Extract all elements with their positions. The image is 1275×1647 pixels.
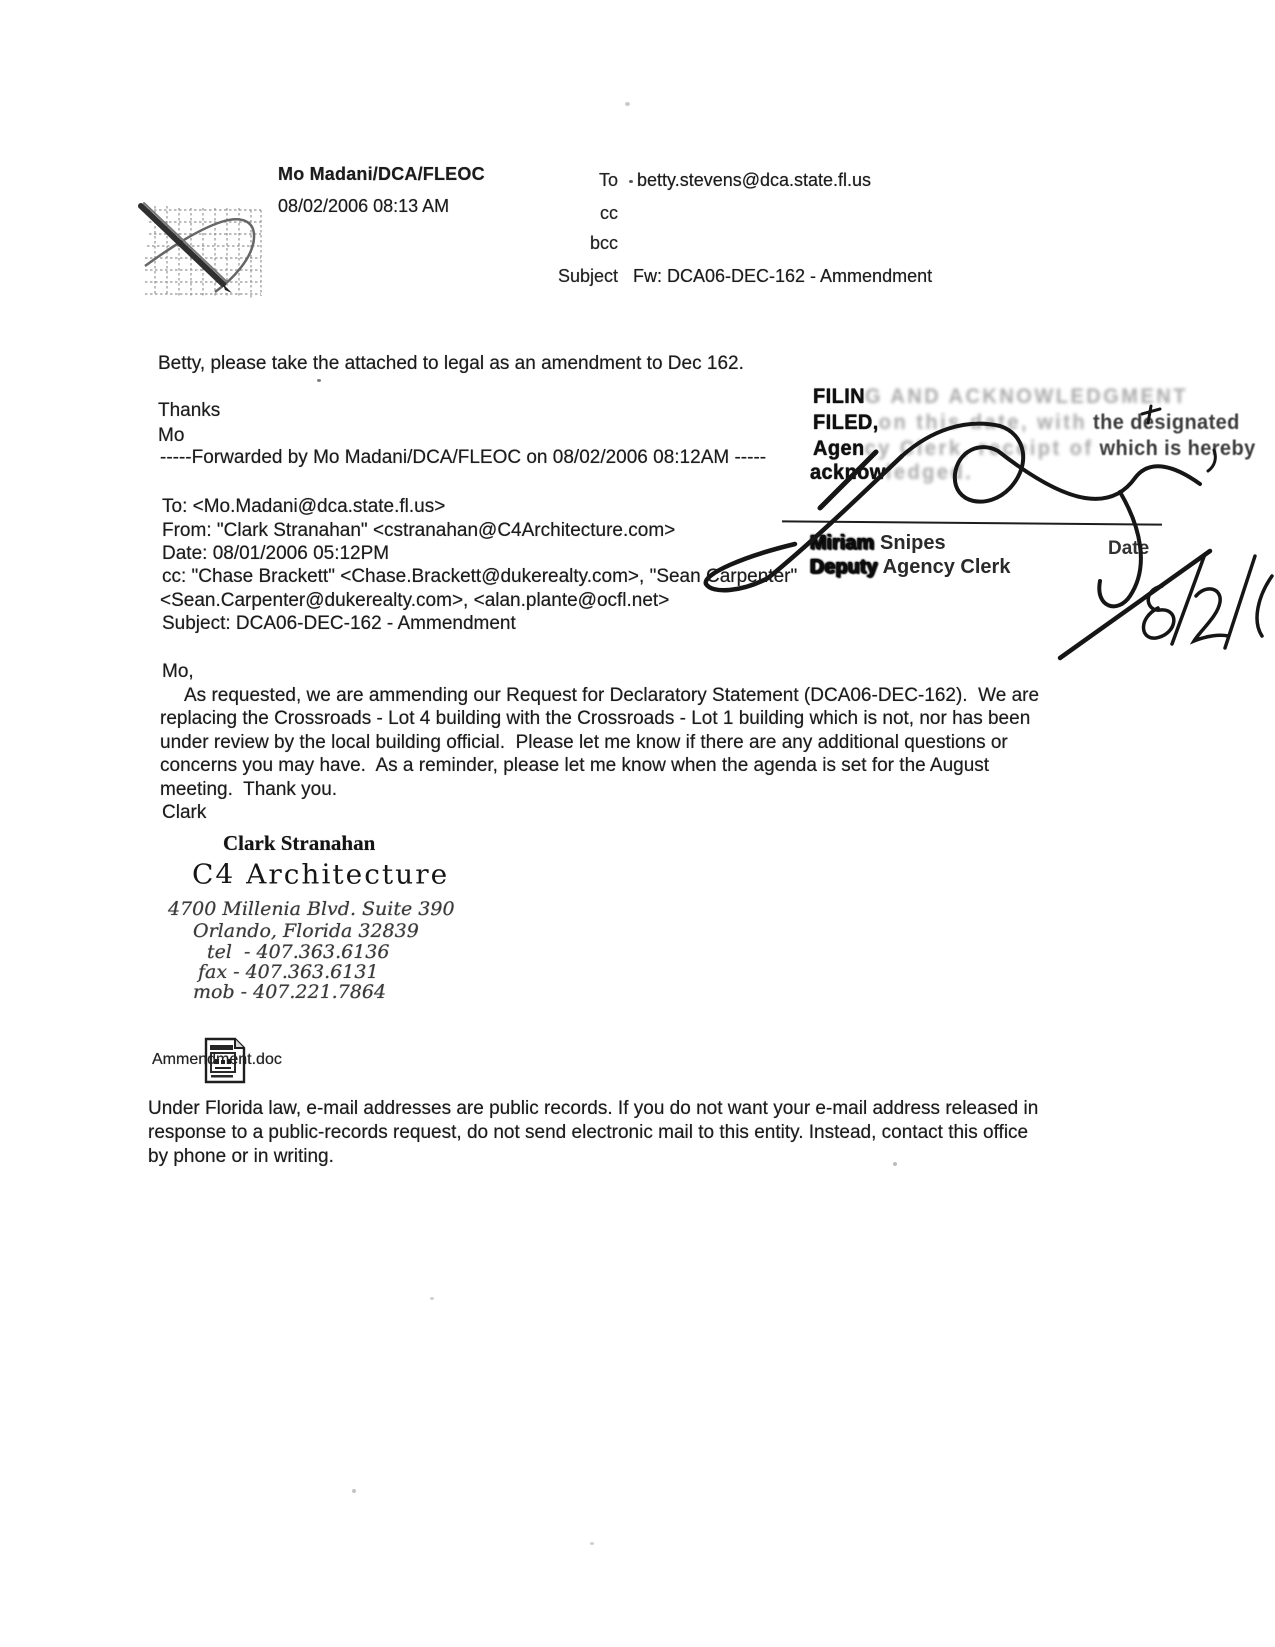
clerk-last-name: Snipes	[874, 532, 946, 554]
fwd-to: To: <Mo.Madani@dca.state.fl.us>	[162, 496, 446, 517]
scan-speck	[893, 1162, 897, 1166]
tel-line: tel - 407.363.6136	[207, 941, 390, 963]
fax-line: fax - 407.363.6131	[198, 961, 379, 983]
stamp-text: FILIN	[813, 385, 865, 409]
address-line-2: Orlando, Florida 32839	[193, 920, 419, 942]
attachment-filename[interactable]: Ammendment.doc	[152, 1051, 282, 1068]
scan-artifact-dot	[629, 180, 633, 183]
disclaimer-line-2: response to a public-records request, do not send electronic mail to this entity. Instead, contact this office	[148, 1122, 1029, 1143]
stamp-text: FILED,	[813, 411, 879, 435]
stamp-text: Agen	[813, 437, 865, 461]
fwd-subject: Subject: DCA06-DEC-162 - Ammendment	[162, 613, 516, 634]
date-label: Date	[1108, 538, 1150, 559]
stamp-faded-text: ledged.	[885, 461, 974, 485]
body-line: concerns you may have. As a reminder, please let me know when the agenda is set for the August	[160, 755, 990, 776]
sent-datetime: 08/02/2006 08:13 AM	[278, 196, 450, 216]
stamp-text: acknow	[810, 461, 886, 485]
clerk-signature-scrawl	[680, 360, 1275, 702]
scan-speck	[590, 1542, 594, 1545]
body-line: As requested, we are ammending our Request for Declaratory Statement (DCA06-DEC-162). We are	[184, 685, 1040, 706]
disclaimer-line-1: Under Florida law, e-mail addresses are public records. If you do not want your e-mail address released in	[148, 1098, 1039, 1119]
stamp-text: the designated	[1093, 411, 1240, 435]
clerk-title-rest: Agency Clerk	[877, 556, 1011, 578]
stamp-faded-text: on this date, with	[878, 411, 1088, 435]
sender-name: Mo Madani/DCA/FLEOC	[278, 164, 485, 184]
note-line: Betty, please take the attached to legal as an amendment to Dec 162.	[158, 353, 744, 374]
stamp-text: which is hereby	[1099, 437, 1256, 461]
body-line: meeting. Thank you.	[160, 779, 338, 800]
fwd-cc-line2: <Sean.Carpenter@dukerealty.com>, <alan.plante@ocfl.net>	[160, 590, 670, 611]
address-line-1: 4700 Millenia Blvd. Suite 390	[168, 898, 455, 920]
note-thanks: Thanks	[158, 400, 221, 421]
scan-speck	[430, 1297, 434, 1300]
scan-speck	[352, 1489, 356, 1493]
subject-value: Fw: DCA06-DEC-162 - Ammendment	[633, 266, 933, 286]
company-logo: C4 Architecture	[192, 858, 450, 891]
scan-artifact-dot	[317, 379, 321, 382]
to-value: betty.stevens@dca.state.fl.us	[637, 170, 872, 190]
to-label: To	[598, 170, 618, 190]
forward-separator: -----Forwarded by Mo Madani/DCA/FLEOC on 08/02/2006 08:12AM -----	[160, 447, 767, 468]
clerk-title-first: Deputy	[810, 556, 878, 578]
stamp-faded-text: G AND ACKNOWLEDGMENT	[865, 385, 1188, 409]
memo-pencil-icon	[135, 160, 268, 338]
body-signoff: Clark	[162, 802, 207, 823]
signature-fullname: Clark Stranahan	[223, 831, 376, 855]
bcc-label: bcc	[589, 233, 618, 253]
body-line: under review by the local building official. Please let me know if there are any additional questions or	[160, 732, 1008, 753]
disclaimer-line-3: by phone or in writing.	[148, 1146, 334, 1167]
signature-ink-icon	[680, 396, 1275, 666]
salutation: Mo,	[162, 661, 194, 682]
cc-label: cc	[600, 203, 618, 223]
body-line: replacing the Crossroads - Lot 4 building with the Crossroads - Lot 1 building which is not, nor has been	[160, 708, 1031, 729]
fwd-date: Date: 08/01/2006 05:12PM	[162, 543, 390, 564]
subject-label: Subject	[558, 266, 619, 286]
note-signoff: Mo	[158, 425, 185, 446]
mob-line: mob - 407.221.7864	[193, 981, 387, 1003]
clerk-first-name: Miriam	[810, 532, 875, 554]
stamp-faded-text: cy Clerk, receipt of	[864, 437, 1094, 461]
pencil-on-graph-paper-icon	[135, 196, 268, 302]
fwd-from: From: "Clark Stranahan" <cstranahan@C4Architecture.com>	[162, 520, 676, 541]
scan-speck	[625, 102, 630, 106]
fwd-cc-line1: cc: "Chase Brackett" <Chase.Brackett@dukerealty.com>, "Sean Carpenter"	[162, 566, 798, 587]
